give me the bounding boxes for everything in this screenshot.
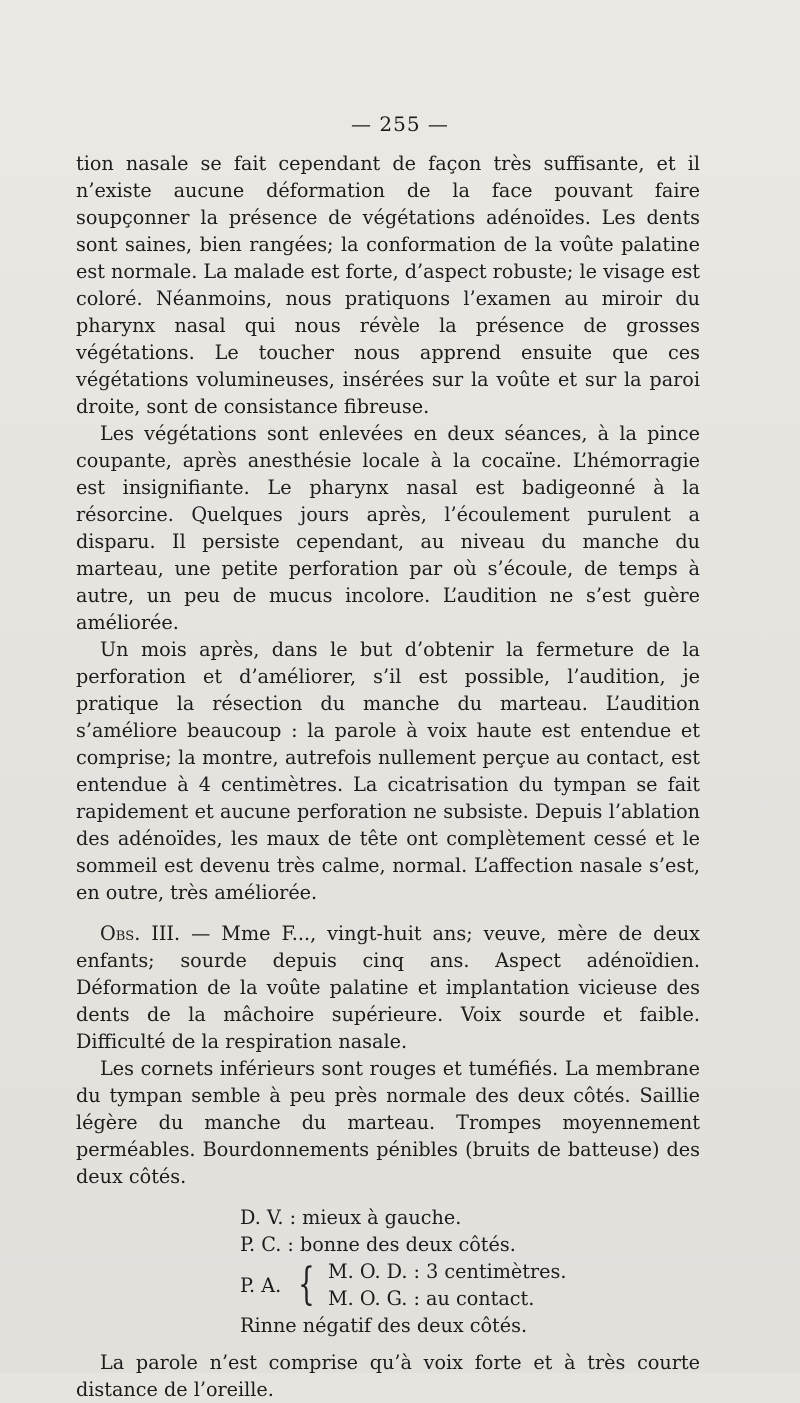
paragraph-1: tion nasale se fait cependant de façon très suffisante, et il n’existe aucune déformation de la face pouvant faire soupçonner la présence de végétations adénoïdes. Les dents sont saines, bien rangées; la conformation de la voûte palatine est normale. La malade est forte, d’aspect robuste; le visage est coloré. Néanmoins, nous pratiquons l’examen au miroir du pharynx nasal qui nous révèle la présence de grosses végétations. Le toucher nous apprend ensuite que ces végétations volumineuses, insérées sur la voûte et sur la paroi droite, sont de consistance fibreuse. [76, 152, 700, 418]
exam-pa-mog: M. O. G. : au contact. [328, 1287, 535, 1310]
exam-pc: P. C. : bonne des deux côtés. [240, 1233, 516, 1256]
exam-pa-label: P. A. [240, 1273, 282, 1297]
page-number: — 255 — [351, 112, 449, 136]
exam-pa [240, 1258, 700, 1312]
observation-paragraph [76, 920, 700, 1055]
closing-paragraph: La parole n’est comprise qu’à voix forte et à très courte distance de l’oreille. [76, 1351, 700, 1401]
observation-text: — Mme F..., vingt-huit ans; veuve, mère de deux enfants; sourde depuis cinq ans. Aspect adénoïdien. Déformation de la voûte palatine et implantation vicieuse des dents de la mâchoire supérieure. Voix sourde et faible. Difficulté de la respiration nasale. [76, 922, 700, 1053]
body-text [76, 150, 700, 1403]
brace-icon: { [298, 1259, 315, 1310]
observation-paragraph-2: Les cornets inférieurs sont rouges et tuméfiés. La membrane du tympan semble à peu près normale des deux côtés. Saillie légère du manche du marteau. Trompes moyennement perméables. Bourdonnements pénibles (bruits de batteuse) des deux côtés. [76, 1057, 700, 1188]
paragraph-3: Un mois après, dans le but d’obtenir la fermeture de la perforation et d’améliorer, s’il est possible, l’audition, je pratique la résection du manche du marteau. L’audition s’améliore beaucoup : la parole à voix haute est entendue et comprise; la montre, autrefois nullement perçue au contact, est entendue à 4 centimètres. La cicatrisation du tympan se fait rapidement et aucune perforation ne subsiste. Depuis l’ablation des adénoïdes, les maux de tête ont complètement cessé et le sommeil est devenu très calme, normal. L’affection nasale s’est, en outre, très améliorée. [76, 638, 700, 904]
exam-results [240, 1204, 700, 1339]
paragraph-2: Les végétations sont enlevées en deux séances, à la pince coupante, après anesthésie locale à la cocaïne. L’hémorragie est insignifiante. Le pharynx nasal est badigeonné à la résorcine. Quelques jours après, l’écoulement purulent a disparu. Il persiste cependant, au niveau du manche du marteau, une petite perforation par où s’écoule, de temps à autre, un peu de mucus incolore. L’audition ne s’est guère améliorée. [76, 422, 700, 634]
exam-rinne: Rinne négatif des deux côtés. [240, 1314, 528, 1337]
exam-pa-lines [328, 1258, 566, 1312]
observation-label: Obs. III. [100, 922, 181, 945]
exam-pa-mod: M. O. D. : 3 centimètres. [328, 1260, 567, 1283]
exam-dv: D. V. : mieux à gauche. [240, 1206, 462, 1229]
